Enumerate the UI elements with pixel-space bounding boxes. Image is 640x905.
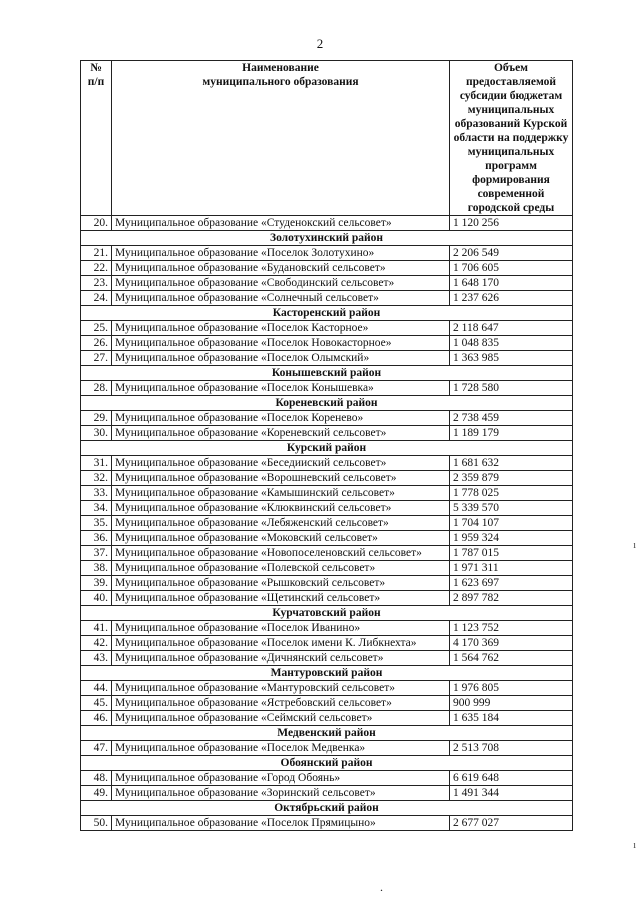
subsidy-value: 1 363 985 — [450, 351, 573, 366]
table-row — [81, 786, 573, 801]
region-name: Золотухинский район — [81, 231, 573, 246]
municipality-name: Муниципальное образование «Ястребовский сельсовет» — [112, 696, 450, 711]
row-number: 22. — [81, 261, 112, 276]
municipality-name: Муниципальное образование «Поселок Новокасторное» — [112, 336, 450, 351]
subsidy-value: 1 787 015 — [450, 546, 573, 561]
region-name: Кореневский район — [81, 396, 573, 411]
subsidy-value: 1 971 311 — [450, 561, 573, 576]
region-name: Мантуровский район — [81, 666, 573, 681]
row-number: 50. — [81, 816, 112, 831]
municipality-name: Муниципальное образование «Солнечный сельсовет» — [112, 291, 450, 306]
row-number: 46. — [81, 711, 112, 726]
row-number: 41. — [81, 621, 112, 636]
table-row — [81, 426, 573, 441]
subsidy-value: 4 170 369 — [450, 636, 573, 651]
region-name: Конышевский район — [81, 366, 573, 381]
municipality-name: Муниципальное образование «Клюквинский сельсовет» — [112, 501, 450, 516]
subsidy-value: 1 706 605 — [450, 261, 573, 276]
subsidy-value: 2 118 647 — [450, 321, 573, 336]
municipality-name: Муниципальное образование «Камышинский сельсовет» — [112, 486, 450, 501]
row-number: 35. — [81, 516, 112, 531]
municipality-name: Муниципальное образование «Рышковский сельсовет» — [112, 576, 450, 591]
row-number: 28. — [81, 381, 112, 396]
region-row — [81, 441, 573, 456]
table-body — [81, 216, 573, 831]
subsidy-value: 1 976 805 — [450, 681, 573, 696]
subsidy-value: 1 123 752 — [450, 621, 573, 636]
subsidy-value: 1 681 632 — [450, 456, 573, 471]
municipality-name: Муниципальное образование «Поселок Золотухино» — [112, 246, 450, 261]
table-header-row — [81, 61, 573, 216]
table-row — [81, 711, 573, 726]
subsidy-value: 1 778 025 — [450, 486, 573, 501]
table-row — [81, 276, 573, 291]
municipality-name: Муниципальное образование «Лебяженский сельсовет» — [112, 516, 450, 531]
table-row — [81, 531, 573, 546]
table-row — [81, 471, 573, 486]
region-row — [81, 801, 573, 816]
table-row — [81, 351, 573, 366]
region-row — [81, 306, 573, 321]
table-row — [81, 681, 573, 696]
region-name: Октябрьский район — [81, 801, 573, 816]
subsidy-value: 1 728 580 — [450, 381, 573, 396]
row-number: 37. — [81, 546, 112, 561]
table-row — [81, 291, 573, 306]
table-row — [81, 636, 573, 651]
municipality-name: Муниципальное образование «Новопоселеновский сельсовет» — [112, 546, 450, 561]
table-row — [81, 561, 573, 576]
row-number: 33. — [81, 486, 112, 501]
region-row — [81, 606, 573, 621]
municipality-name: Муниципальное образование «Поселок Прямицыно» — [112, 816, 450, 831]
table-row — [81, 591, 573, 606]
subsidy-value: 1 959 324 — [450, 531, 573, 546]
subsidy-value: 1 635 184 — [450, 711, 573, 726]
municipality-name: Муниципальное образование «Моковский сельсовет» — [112, 531, 450, 546]
municipality-name: Муниципальное образование «Поселок Касторное» — [112, 321, 450, 336]
region-name: Курчатовский район — [81, 606, 573, 621]
row-number: 49. — [81, 786, 112, 801]
municipality-name: Муниципальное образование «Сеймский сельсовет» — [112, 711, 450, 726]
row-number: 27. — [81, 351, 112, 366]
footer-mark: . — [380, 880, 383, 894]
subsidy-value: 1 048 835 — [450, 336, 573, 351]
municipality-name: Муниципальное образование «Дичнянский сельсовет» — [112, 651, 450, 666]
table-row — [81, 816, 573, 831]
subsidy-value: 5 339 570 — [450, 501, 573, 516]
municipality-name: Муниципальное образование «Беседииский сельсовет» — [112, 456, 450, 471]
header-value: Объем предоставляемой субсидии бюджетам муниципальных образований Курской области на поддержку муниципальных программ формирования современной городской среды — [450, 61, 573, 216]
subsidy-value: 1 120 256 — [450, 216, 573, 231]
edge-mark: ı — [633, 540, 636, 551]
region-name: Медвенский район — [81, 726, 573, 741]
subsidy-value: 2 359 879 — [450, 471, 573, 486]
region-row — [81, 666, 573, 681]
edge-mark: ı — [633, 840, 636, 851]
row-number: 40. — [81, 591, 112, 606]
row-number: 26. — [81, 336, 112, 351]
subsidy-value: 1 704 107 — [450, 516, 573, 531]
row-number: 20. — [81, 216, 112, 231]
page-number: 2 — [316, 36, 324, 51]
row-number: 36. — [81, 531, 112, 546]
subsidy-table — [80, 60, 573, 831]
row-number: 43. — [81, 651, 112, 666]
table-row — [81, 216, 573, 231]
municipality-name: Муниципальное образование «Поселок имени К. Либкнехта» — [112, 636, 450, 651]
table-row — [81, 516, 573, 531]
subsidy-value: 6 619 648 — [450, 771, 573, 786]
row-number: 21. — [81, 246, 112, 261]
header-name: Наименование муниципального образования — [112, 61, 450, 216]
municipality-name: Муниципальное образование «Зоринский сельсовет» — [112, 786, 450, 801]
row-number: 48. — [81, 771, 112, 786]
municipality-name: Муниципальное образование «Свободинский сельсовет» — [112, 276, 450, 291]
table-row — [81, 621, 573, 636]
table-row — [81, 651, 573, 666]
table-row — [81, 411, 573, 426]
table-row — [81, 501, 573, 516]
region-row — [81, 756, 573, 771]
municipality-name: Муниципальное образование «Полевской сельсовет» — [112, 561, 450, 576]
table-row — [81, 321, 573, 336]
row-number: 31. — [81, 456, 112, 471]
table-row — [81, 771, 573, 786]
row-number: 34. — [81, 501, 112, 516]
row-number: 47. — [81, 741, 112, 756]
municipality-name: Муниципальное образование «Щетинский сельсовет» — [112, 591, 450, 606]
row-number: 38. — [81, 561, 112, 576]
region-name: Касторенский район — [81, 306, 573, 321]
subsidy-value: 1 623 697 — [450, 576, 573, 591]
region-name: Курский район — [81, 441, 573, 456]
table-row — [81, 486, 573, 501]
municipality-name: Муниципальное образование «Поселок Конышевка» — [112, 381, 450, 396]
row-number: 45. — [81, 696, 112, 711]
table-row — [81, 546, 573, 561]
municipality-name: Муниципальное образование «Кореневский сельсовет» — [112, 426, 450, 441]
subsidy-value: 2 513 708 — [450, 741, 573, 756]
region-name: Обоянский район — [81, 756, 573, 771]
row-number: 32. — [81, 471, 112, 486]
subsidy-value: 1 564 762 — [450, 651, 573, 666]
row-number: 39. — [81, 576, 112, 591]
row-number: 25. — [81, 321, 112, 336]
subsidy-value: 1 237 626 — [450, 291, 573, 306]
table-row — [81, 456, 573, 471]
table-row — [81, 261, 573, 276]
table-row — [81, 246, 573, 261]
table-row — [81, 381, 573, 396]
region-row — [81, 726, 573, 741]
region-row — [81, 396, 573, 411]
subsidy-value: 1 491 344 — [450, 786, 573, 801]
municipality-name: Муниципальное образование «Поселок Олымский» — [112, 351, 450, 366]
row-number: 44. — [81, 681, 112, 696]
subsidy-value: 1 189 179 — [450, 426, 573, 441]
subsidy-value: 2 897 782 — [450, 591, 573, 606]
municipality-name: Муниципальное образование «Ворошневский сельсовет» — [112, 471, 450, 486]
municipality-name: Муниципальное образование «Поселок Иванино» — [112, 621, 450, 636]
row-number: 30. — [81, 426, 112, 441]
municipality-name: Муниципальное образование «Поселок Коренево» — [112, 411, 450, 426]
table-row — [81, 336, 573, 351]
subsidy-value: 2 677 027 — [450, 816, 573, 831]
table-row — [81, 741, 573, 756]
region-row — [81, 366, 573, 381]
header-num: № п/п — [81, 61, 112, 216]
subsidy-value: 900 999 — [450, 696, 573, 711]
subsidy-value: 2 206 549 — [450, 246, 573, 261]
row-number: 42. — [81, 636, 112, 651]
subsidy-value: 1 648 170 — [450, 276, 573, 291]
municipality-name: Муниципальное образование «Город Обоянь» — [112, 771, 450, 786]
region-row — [81, 231, 573, 246]
municipality-name: Муниципальное образование «Будановский сельсовет» — [112, 261, 450, 276]
municipality-name: Муниципальное образование «Мантуровский сельсовет» — [112, 681, 450, 696]
table-row — [81, 696, 573, 711]
row-number: 29. — [81, 411, 112, 426]
municipality-name: Муниципальное образование «Студенокский сельсовет» — [112, 216, 450, 231]
row-number: 24. — [81, 291, 112, 306]
row-number: 23. — [81, 276, 112, 291]
municipality-name: Муниципальное образование «Поселок Медвенка» — [112, 741, 450, 756]
subsidy-value: 2 738 459 — [450, 411, 573, 426]
table-row — [81, 576, 573, 591]
